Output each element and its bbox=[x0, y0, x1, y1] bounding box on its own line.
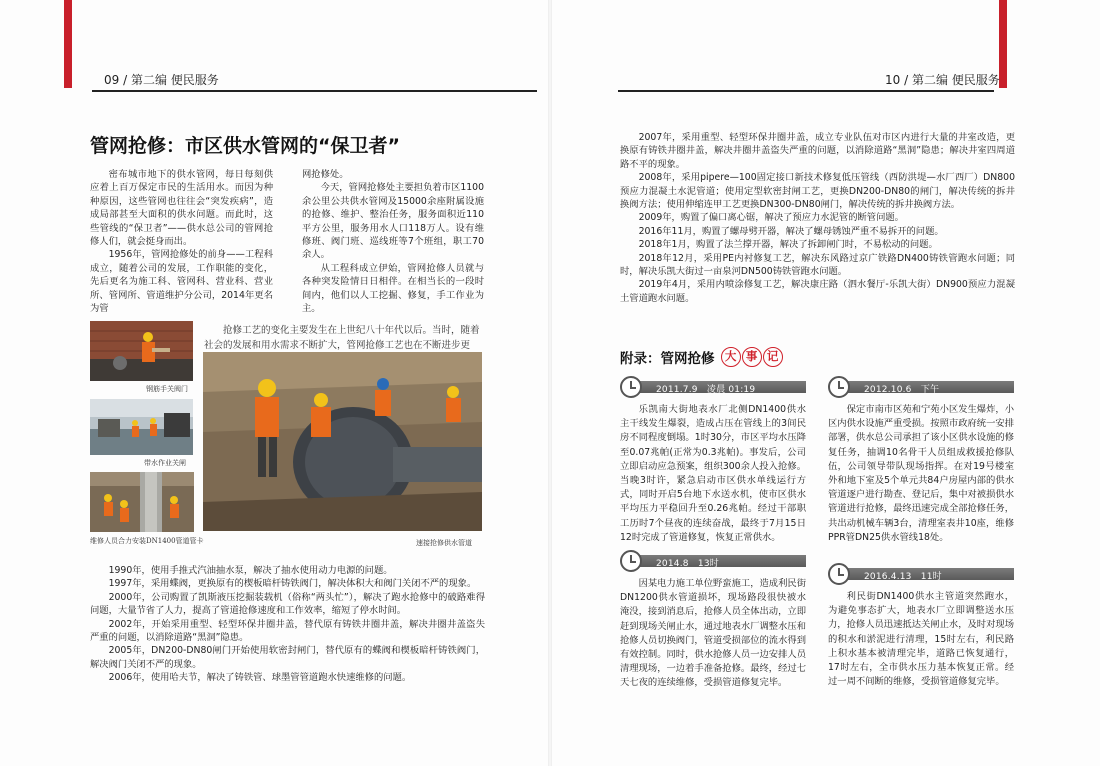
left-header-rule bbox=[92, 90, 537, 92]
event-description bbox=[620, 577, 806, 691]
event-date: 2016.4.13 11时 bbox=[864, 572, 942, 582]
right-header-rule bbox=[618, 90, 994, 92]
timeline-entry: 2008年，采用pipere—100固定接口新技术修复低压管线（西防洪堤—水厂西厂）DN800预应力混凝土水泥管道；使用定型软密封闸工艺，更换DN200-DN80的闸门，解决传统的拆井换阀方法；使用伸缩连甲工艺更换DN300-DN80闸门，解决传统的拆井换阀方法。 bbox=[620, 172, 1015, 211]
appendix-heading bbox=[620, 346, 783, 368]
timeline-left bbox=[90, 564, 485, 685]
timeline-entry: 2000年，公司购置了凯斯液压挖掘装载机（俗称“两头忙”），解决了跑水抢修中的破路难得问题，大量节省了人力，提高了管道抢修速度和工作效率，缩短了停水时间。 bbox=[90, 591, 485, 617]
event-date-bar bbox=[620, 553, 806, 569]
timeline-entry: 1997年，采用蝶阀，更换原有的楔板暗杆铸铁阀门，解决体积大和阀门关闭不严的现象。 bbox=[108, 578, 477, 590]
appendix-label: 附录：管网抢修 bbox=[620, 350, 715, 367]
event-description bbox=[620, 403, 806, 545]
event-date-bar bbox=[620, 379, 806, 395]
photo-caption: 速接抢修供水管道 bbox=[416, 539, 472, 547]
pull-quote: 抢修工艺的变化主要发生在上世纪八十年代以后。当时，随着社会的发展和用水需求不断扩大，管网抢修工艺也在不断进步更 bbox=[204, 325, 480, 351]
event-date: 2012.10.6 下午 bbox=[864, 385, 940, 395]
event-date-bar bbox=[828, 566, 1014, 582]
event-date-bar bbox=[828, 379, 1014, 395]
photo-caption: 维修人员合力安装DN1400管道管卡 bbox=[90, 537, 204, 545]
left-red-tab bbox=[64, 0, 72, 88]
photo-caption: 钢筋手关阀门 bbox=[146, 385, 188, 393]
paragraph: 从工程科成立伊始，管网抢修人员就与各种突发险情日日相伴。在相当长的一段时间内，他们以人工挖掘、修复，手工作业为主。 bbox=[302, 262, 484, 315]
article-column-2 bbox=[302, 168, 484, 315]
photo-water-work bbox=[90, 399, 193, 455]
paragraph: 乐凯南大街地表水厂北侧DN1400供水主干线发生爆裂，造成占压在管线上的3间民房不同程度倒塌。1时30分，市区平均水压降至0.07兆帕(正常为0.3兆帕)。事发后，公司立即启动应急预案，组织300余人投入抢修。当晚3时许，紧急启动市区供水单线运行方式，同时开启5台地下水送水机，使市区供水平均压力平稳回升至0.26兆帕。经过干部职工历时7个昼夜的连续奋战，最终于7月15日12时完成了管道修复，恢复正常供水。 bbox=[620, 404, 806, 543]
timeline-entry: 2006年，使用哈夫节，解决了铸铁管、球墨管管道跑水快速维修的问题。 bbox=[108, 672, 412, 684]
stamp-char: 记 bbox=[763, 347, 783, 367]
timeline-entry: 2009年，购置了偏口离心锯，解决了预应力水泥管的断管问题。 bbox=[638, 212, 904, 224]
event-date: 2011.7.9 凌晨 01:19 bbox=[656, 385, 756, 395]
clock-icon bbox=[828, 376, 850, 398]
timeline-entry: 2018年1月，购置了法兰撑开器，解决了拆卸闸门时，不易松动的问题。 bbox=[638, 239, 938, 251]
paragraph: 因某电力施工单位野蛮施工，造成利民街DN1200供水管道损坏，现场路段很快被水淹没，接到消息后，抢修人员全体出动，立即赶到现场关闸止水，通过地表水厂调整水压和抢修人员切换阀门，管道受损部位的流水得到有效控制。同时，供水抢修人员一边安排人员清理现场，一边着手准备抢修。最终，经过七天七夜的连续维修，受损管道修复完毕。 bbox=[620, 578, 806, 689]
timeline-entry: 2002年，开始采用重型、轻型环保井圈井盖，替代原有铸铁井圈井盖，解决井圈井盖盗失严重的问题，以消除道路“黑洞”隐患。 bbox=[90, 618, 485, 644]
photo-pipe-install bbox=[90, 472, 194, 532]
photo-caption: 带水作业关闸 bbox=[144, 459, 186, 467]
right-red-tab bbox=[999, 0, 1007, 88]
paragraph: 利民街DN1400供水主管道突然跑水，为避免事态扩大，地表水厂立即调整送水压力，抢修人员迅速抵达关闸止水，及时对现场的积水和淤泥进行清理，15时左右，利民路上积水基本被清理完毕，道路已恢复通行，17时左右，全市供水压力基本恢复正常。经过一周不间断的维修，受损管道修复完毕。 bbox=[828, 591, 1014, 688]
paragraph: 网抢修处。 bbox=[302, 169, 349, 180]
clock-icon bbox=[620, 376, 642, 398]
photo-repair-main bbox=[203, 352, 482, 531]
article-title: 管网抢修：市区供水管网的“保卫者” bbox=[90, 135, 400, 157]
timeline-entry: 2016年11月，购置了螺母劈开器，解决了螺母锈蚀严重不易拆开的问题。 bbox=[638, 225, 944, 237]
right-page-header: 10 / 第二编 便民服务 bbox=[885, 73, 1000, 87]
photo-valve-worker bbox=[90, 321, 193, 381]
stamp-char: 事 bbox=[742, 347, 762, 367]
timeline-entry: 1990年，使用手推式汽油抽水泵，解决了抽水使用动力电源的问题。 bbox=[108, 565, 393, 576]
paragraph: 保定市南市区苑和宁苑小区发生爆炸，小区内供水设施严重受损。按照市政府统一安排部署，供水总公司承担了该小区供水设施的修复任务，抽调10名骨干人员组成救援抢修队伍，公司领导带队现场指挥。在对19号楼室外和地下室及5个单元共84户房屋内部的供水管道逐户进行勘查、登记后，集中对被损供水管道进行抢修，最终迅速完成全部抢修任务，共出动机械车辆3台，清理室表井10座，维修PPR管DN25供水管线18处。 bbox=[828, 404, 1014, 543]
timeline-entry: 2018年12月，采用PE内衬修复工艺，解决东风路过京广铁路DN400铸铁管跑水问题；同时，解决乐凯大街过一亩泉河DN500铸铁管跑水问题。 bbox=[620, 252, 1015, 278]
event-description bbox=[828, 403, 1014, 545]
timeline-entry: 2007年，采用重型、轻型环保井圈井盖，成立专业队伍对市区内进行大量的井室改造，更换原有铸铁井圈井盖，解决井圈井盖盗失严重的问题，以消除道路“黑洞”隐患；解决井室四周道路不平的现象。 bbox=[620, 132, 1015, 170]
clock-icon bbox=[828, 563, 850, 585]
paragraph: 今天，管网抢修处主要担负着市区1100余公里公共供水管网及15000余座附属设施的抢修、维护、整治任务，服务面积近110平方公里，服务用水人口118万人。设有维修班、阀门班、巡线班等7个班组，职工70余人。 bbox=[302, 182, 484, 261]
paragraph: 1956年，管网抢修处的前身——工程科成立，随着公司的发展，工作职能的变化，先后更名为施工科、管网科、营业科、营业所、管网所、管道维护分公司，2014年更名为管 bbox=[90, 249, 273, 315]
stamp-char: 大 bbox=[721, 347, 741, 367]
timeline-right bbox=[620, 131, 1015, 305]
timeline-entry: 2019年4月，采用内喷涂修复工艺，解决康庄路（泗水餐厅-乐凯大街）DN900预应力混凝土管道跑水问题。 bbox=[620, 279, 1015, 304]
left-page-header: 09 / 第二编 便民服务 bbox=[104, 73, 219, 87]
event-description bbox=[828, 590, 1014, 689]
article-column-1 bbox=[90, 168, 273, 315]
timeline-entry: 2005年，DN200-DN80闸门开始使用软密封闸门，替代原有的蝶阀和楔板暗杆铸铁阀门，解决阀门关闭不严的现象。 bbox=[90, 645, 485, 670]
paragraph: 密布城市地下的供水管网，每日每刻供应着上百万保定市民的生活用水。而因为种种原因，这些管网也往往会“突发疾病”，造成局部甚至大面积的供水问题。而此时，这些管线的“保卫者”——供水总公司的管网抢修人们，就会挺身而出。 bbox=[90, 169, 273, 248]
clock-icon bbox=[620, 550, 642, 572]
event-date: 2014.8 13时 bbox=[656, 559, 719, 569]
